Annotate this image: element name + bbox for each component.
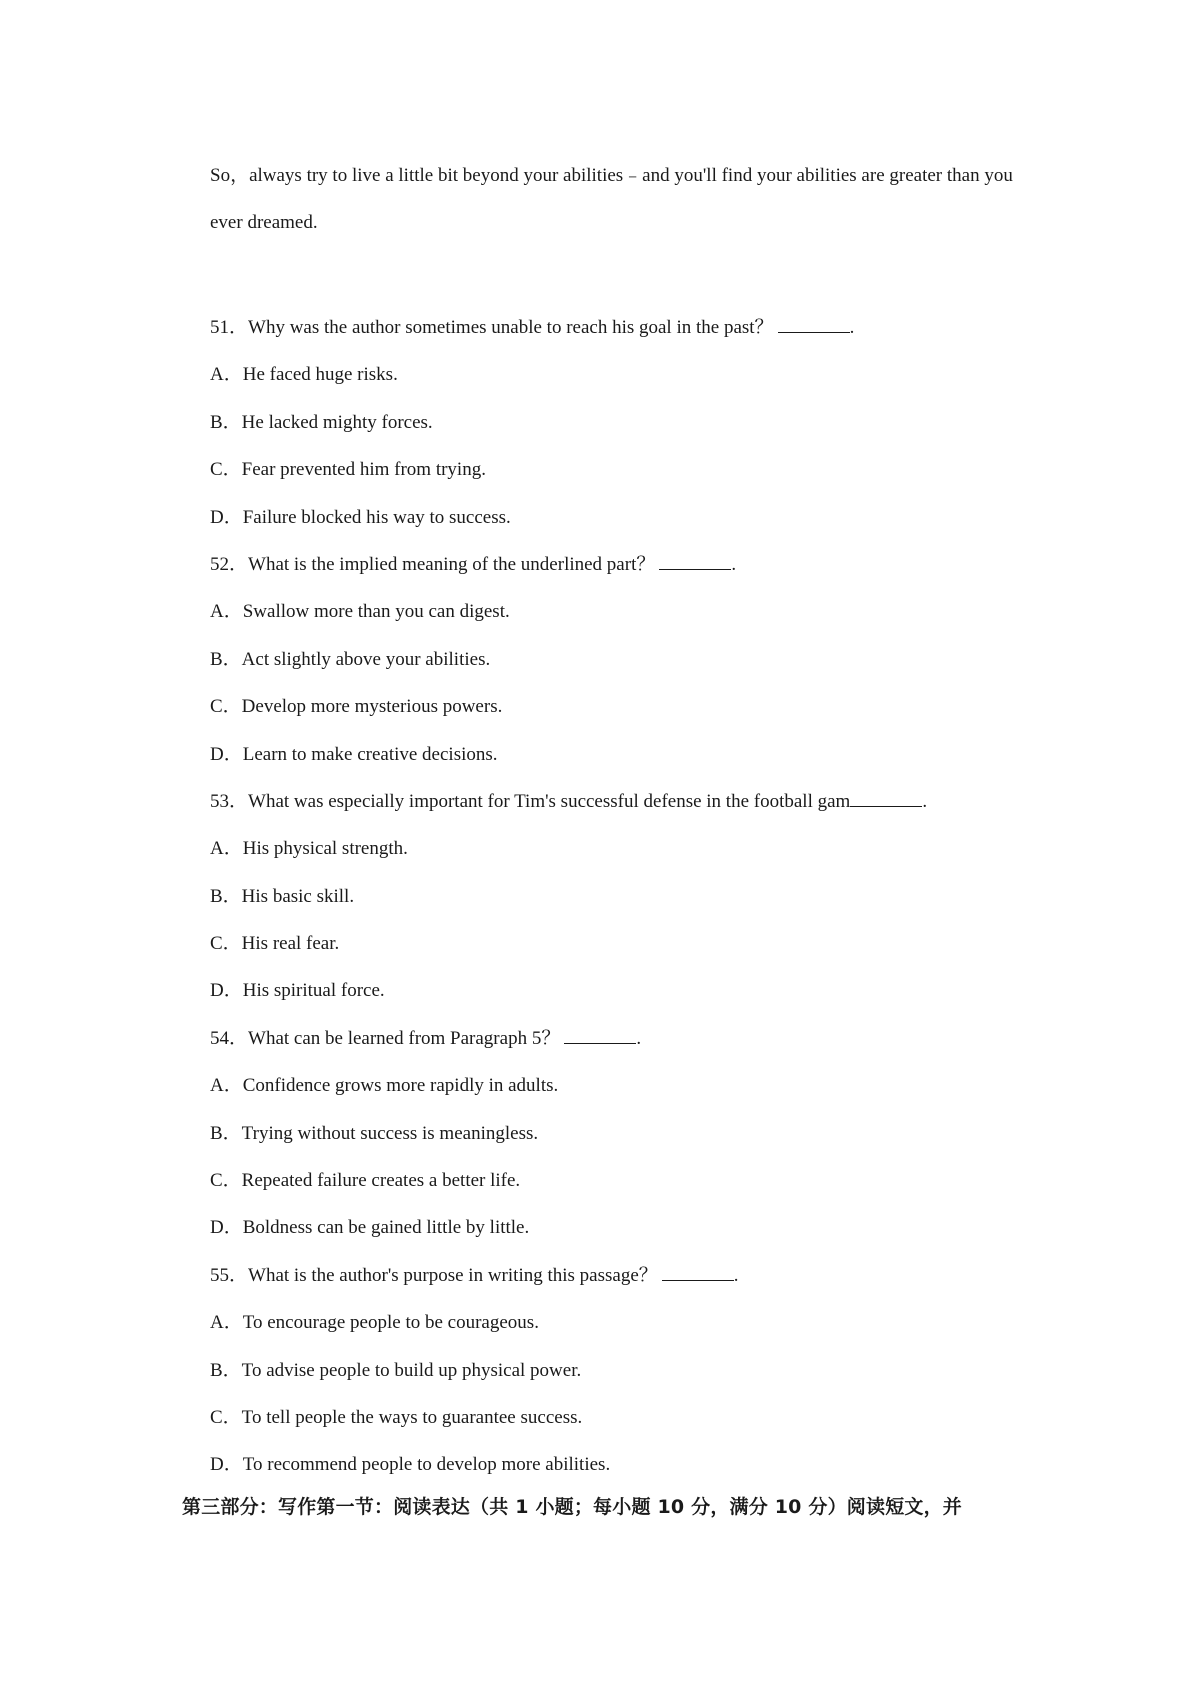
option-c: C．Repeated failure creates a better life. [210,1170,521,1192]
question-text: What is the implied meaning of the underlined part？ [248,553,656,575]
option-c: C．Develop more mysterious powers. [210,696,503,718]
question-number: 53． [210,790,249,812]
option-d: D．To recommend people to develop more abilities. [210,1454,611,1476]
option-b: B．Trying without success is meaningless. [210,1122,539,1144]
option-a: A．Swallow more than you can digest. [210,601,510,623]
question-stem: 52．What is the implied meaning of the underlined part？ . [210,541,1030,588]
question-stem: 51．Why was the author sometimes unable to reach his goal in the past？ . [210,304,1030,351]
option-b: B．To advise people to build up physical power. [210,1359,582,1381]
question-number: 51． [210,317,249,338]
answer-blank[interactable] [564,1029,636,1044]
option-b: B．His basic skill. [210,885,355,907]
question-text: What can be learned from Paragraph 5？ [248,1027,561,1049]
option-d: D．Learn to make creative decisions. [210,743,498,765]
question-list [210,304,1030,1489]
option-a: A．His physical strength. [210,838,408,860]
question-text: What is the author's purpose in writing this passage？ [248,1264,658,1286]
option-a: A．Confidence grows more rapidly in adults. [210,1075,559,1097]
answer-blank[interactable] [850,792,922,807]
question-number: 55． [210,1264,249,1286]
answer-blank[interactable] [659,555,731,570]
option-d: D．Boldness can be gained little by little. [210,1217,530,1239]
option-c: C．Fear prevented him from trying. [210,459,486,481]
closing-paragraph: So，always try to live a little bit beyond your abilities﹣and you'll find your abilities are greater than you ever dreamed. [210,165,1013,233]
section-heading: 第三部分：写作第一节：阅读表达（共 1 小题；每小题 10 分，满分 10 分）阅读短文，并 [182,1496,962,1518]
option-b: B．He lacked mighty forces. [210,411,433,433]
option-c: C．To tell people the ways to guarantee success. [210,1406,583,1428]
question-stem: 53．What was especially important for Tim's successful defense in the football gam . [210,778,1030,825]
option-a: A．To encourage people to be courageous. [210,1312,539,1334]
question-text: Why was the author sometimes unable to reach his goal in the past？ [248,317,774,338]
question-number: 52． [210,553,249,575]
answer-blank[interactable] [662,1266,734,1281]
option-b: B．Act slightly above your abilities. [210,648,491,670]
question-stem: 54．What can be learned from Paragraph 5？ . [210,1015,1030,1062]
option-c: C．His real fear. [210,933,340,955]
option-d: D．Failure blocked his way to success. [210,506,511,528]
question-number: 54． [210,1027,249,1049]
answer-blank[interactable] [778,318,850,333]
question-stem: 55．What is the author's purpose in writing this passage？ . [210,1252,1030,1299]
question-text: What was especially important for Tim's successful defense in the football gam [248,790,851,812]
option-a: A．He faced huge risks. [210,364,398,386]
option-d: D．His spiritual force. [210,980,385,1002]
